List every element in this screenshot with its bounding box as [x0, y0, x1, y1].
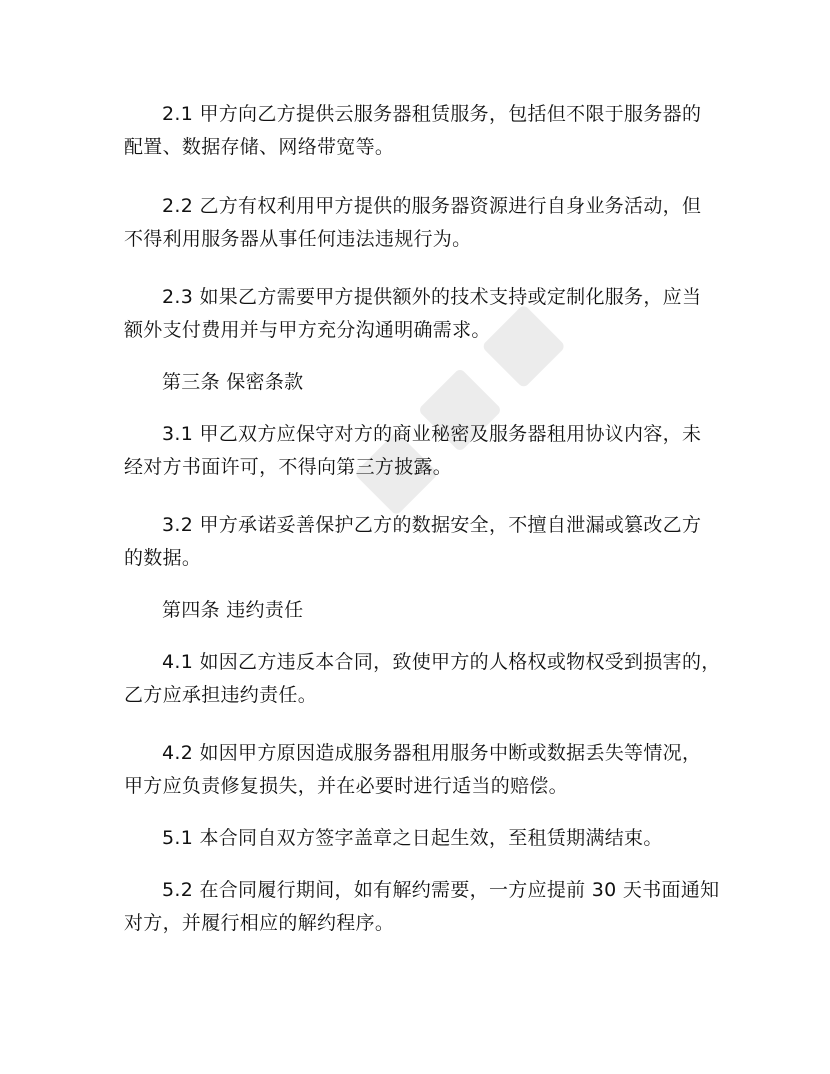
clause-line: 乙方应承担违约责任。: [124, 684, 318, 706]
clause-line: 不得利用服务器从事任何违法违规行为。: [124, 228, 472, 250]
clause-line: 2.2 乙方有权利用甲方提供的服务器资源进行自身业务活动，但: [162, 195, 702, 217]
clause-line: 经对方书面许可，不得向第三方披露。: [124, 456, 453, 478]
clause-line: 的数据。: [124, 547, 202, 569]
clause-line: 4.1 如因乙方违反本合同，致使甲方的人格权或物权受到损害的，: [162, 651, 721, 673]
section-heading: 第四条 违约责任: [162, 599, 304, 621]
clause-4-2: [124, 737, 714, 803]
clause-line: 对方，并履行相应的解约程序。: [124, 912, 395, 934]
clause-line: 3.1 甲乙双方应保守对方的商业秘密及服务器租用协议内容，未: [162, 423, 702, 445]
clause-4-1: [124, 646, 721, 712]
clause-line: 甲方应负责修复损失，并在必要时进行适当的赔偿。: [124, 775, 568, 797]
clause-5-1: [124, 822, 714, 855]
clause-2-3: [124, 281, 714, 347]
clause-5-2: [124, 874, 720, 940]
clause-line: 2.3 如果乙方需要甲方提供额外的技术支持或定制化服务，应当: [162, 286, 702, 308]
clause-line: 5.1 本合同自双方签字盖章之日起生效，至租赁期满结束。: [162, 827, 663, 849]
section-heading-4: [124, 594, 714, 627]
clause-3-1: [124, 418, 714, 484]
clause-line: 额外支付费用并与甲方充分沟通明确需求。: [124, 319, 491, 341]
clause-2-2: [124, 190, 714, 256]
clause-line: 2.1 甲方向乙方提供云服务器租赁服务，包括但不限于服务器的: [162, 103, 702, 125]
clause-line: 3.2 甲方承诺妥善保护乙方的数据安全，不擅自泄漏或篡改乙方: [162, 514, 702, 536]
clause-line: 5.2 在合同履行期间，如有解约需要，一方应提前 30 天书面通知: [162, 879, 720, 901]
clause-line: 配置、数据存储、网络带宽等。: [124, 136, 395, 158]
clause-line: 4.2 如因甲方原因造成服务器租用服务中断或数据丢失等情况，: [162, 742, 702, 764]
clause-2-1: [124, 98, 714, 164]
section-heading: 第三条 保密条款: [162, 371, 304, 393]
section-heading-3: [124, 366, 714, 399]
clause-3-2: [124, 509, 714, 575]
